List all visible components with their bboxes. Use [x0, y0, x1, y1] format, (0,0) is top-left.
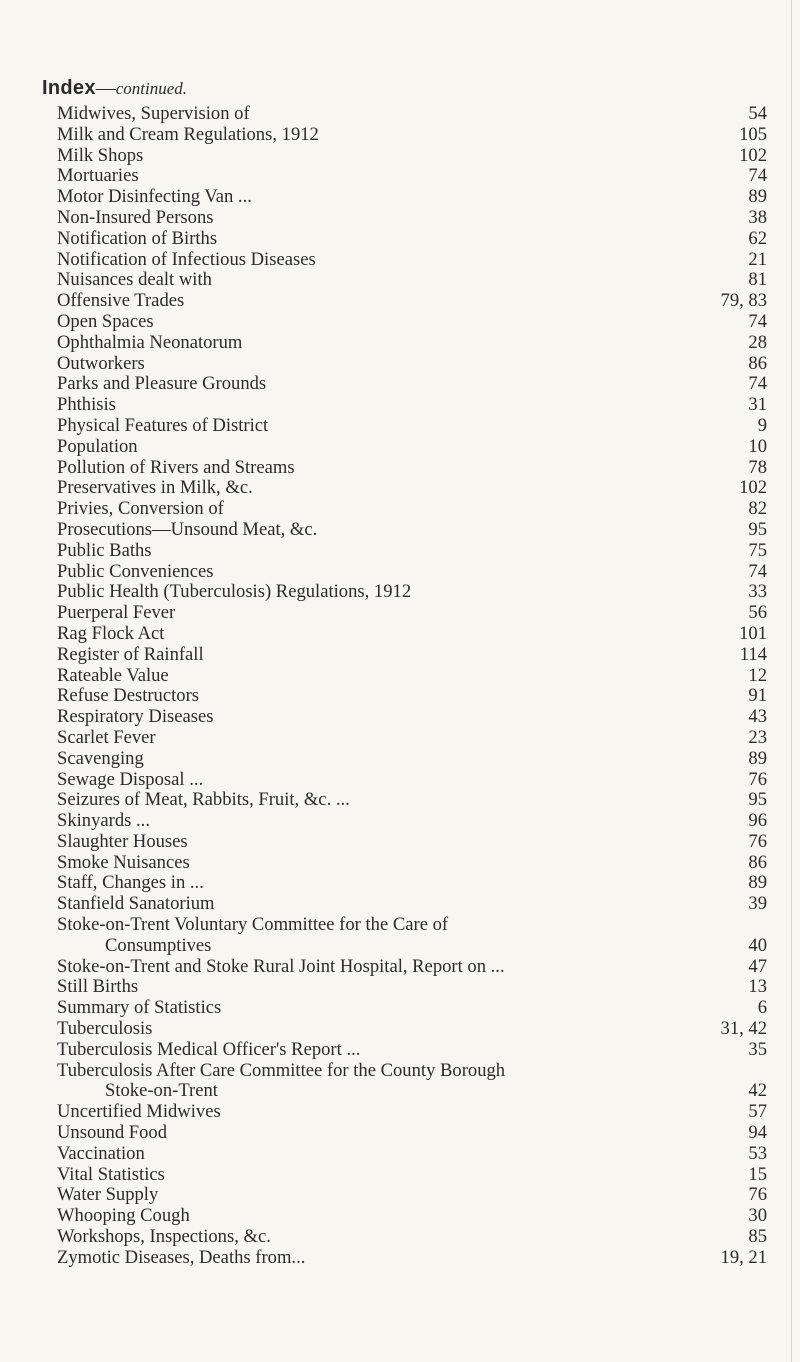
entry-label: Rag Flock Act — [57, 622, 165, 644]
page-header — [42, 76, 187, 101]
entry-page: 89 — [748, 872, 767, 894]
index-entry — [57, 666, 767, 687]
entry-label: Outworkers — [57, 352, 145, 374]
index-entry — [57, 1081, 767, 1102]
index-entry — [57, 1185, 767, 1206]
index-entry — [57, 146, 767, 167]
entry-page: 31, 42 — [720, 1018, 767, 1040]
entry-page: 39 — [748, 893, 767, 915]
index-entry — [57, 458, 767, 479]
entry-label: Midwives, Supervision of — [57, 103, 250, 124]
entry-label: Smoke Nuisances — [57, 851, 190, 873]
entry-label: Tuberculosis Medical Officer's Report ... — [57, 1038, 361, 1060]
entry-page: 91 — [748, 685, 767, 707]
entry-page: 10 — [748, 435, 767, 457]
entry-page: 94 — [748, 1122, 767, 1144]
entry-label: Water Supply — [57, 1184, 159, 1206]
entry-page: 53 — [748, 1142, 767, 1164]
entry-label: Notification of Births — [57, 227, 218, 249]
entry-page: 28 — [748, 331, 767, 353]
entry-label: Stoke-on-Trent — [105, 1080, 218, 1102]
index-entry — [57, 582, 767, 603]
entry-page: 62 — [748, 227, 767, 249]
header-continued: continued. — [115, 79, 188, 98]
index-entry — [57, 499, 767, 520]
entry-label: Stoke-on-Trent Voluntary Committee for the Care of — [57, 914, 449, 936]
entry-page: 81 — [748, 269, 767, 291]
entry-page: 43 — [748, 706, 767, 728]
entry-label: Register of Rainfall — [57, 643, 204, 665]
index-entry — [57, 562, 767, 583]
entry-label: Seizures of Meat, Rabbits, Fruit, &c. ... — [57, 789, 350, 811]
entry-page: 38 — [748, 206, 767, 228]
entry-page: 42 — [748, 1080, 767, 1102]
entry-label: Puerperal Fever — [57, 602, 176, 624]
entry-label: Stoke-on-Trent and Stoke Rural Joint Hospital, Report on ... — [57, 955, 505, 977]
index-entry — [57, 1040, 767, 1061]
index-entry — [57, 354, 767, 375]
index-entry — [57, 270, 767, 291]
entry-label: Workshops, Inspections, &c. — [57, 1226, 271, 1248]
index-entry — [57, 1144, 767, 1165]
entry-label: Nuisances dealt with — [57, 269, 212, 291]
index-entry — [57, 645, 767, 666]
entry-label: Open Spaces — [57, 310, 154, 332]
entry-page: 74 — [748, 373, 767, 395]
entry-page: 102 — [739, 477, 767, 499]
entry-label: Preservatives in Milk, &c. — [57, 477, 253, 499]
entry-page: 76 — [748, 830, 767, 852]
entry-page: 96 — [748, 810, 767, 832]
entry-label: Stanfield Sanatorium — [57, 893, 215, 915]
entry-page: 114 — [739, 643, 767, 665]
entry-label: Phthisis — [57, 394, 116, 416]
entry-page: 30 — [748, 1205, 767, 1227]
entry-label: Refuse Destructors — [57, 685, 199, 707]
entry-label: Milk Shops — [57, 144, 144, 166]
entry-page: 76 — [748, 768, 767, 790]
entry-page: 23 — [748, 726, 767, 748]
entry-page: 95 — [748, 518, 767, 540]
entry-page: 102 — [739, 144, 767, 166]
index-entry — [57, 624, 767, 645]
index-entry — [57, 395, 767, 416]
entry-page: 31 — [748, 394, 767, 416]
index-entry — [57, 707, 767, 728]
entry-label: Unsound Food — [57, 1122, 168, 1144]
entry-label: Tuberculosis — [57, 1018, 153, 1040]
index-entry — [57, 250, 767, 271]
entry-label: Notification of Infectious Diseases — [57, 248, 316, 270]
entry-label: Rateable Value — [57, 664, 169, 686]
index-entry — [57, 1206, 767, 1227]
index-entry — [57, 853, 767, 874]
entry-label: Ophthalmia Neonatorum — [57, 331, 243, 353]
entry-page: 74 — [748, 165, 767, 187]
index-entry — [57, 416, 767, 437]
index-entry — [57, 520, 767, 541]
entry-page: 74 — [748, 310, 767, 332]
entry-label: Pollution of Rivers and Streams — [57, 456, 295, 478]
index-entry — [57, 894, 767, 915]
entry-label: Offensive Trades — [57, 290, 185, 312]
entry-page: 33 — [748, 581, 767, 603]
entry-label: Parks and Pleasure Grounds — [57, 373, 267, 395]
index-entry — [57, 437, 767, 458]
entry-page: 86 — [748, 851, 767, 873]
index-entry — [57, 936, 767, 957]
entry-label: Non-Insured Persons — [57, 206, 214, 228]
entry-label: Whooping Cough — [57, 1205, 190, 1227]
index-entry — [57, 1102, 767, 1123]
entry-label: Milk and Cream Regulations, 1912 — [57, 123, 319, 145]
entry-label: Tuberculosis After Care Committee for the County Borough — [57, 1059, 506, 1081]
index-entry — [57, 1165, 767, 1186]
index-entry — [57, 166, 767, 187]
entry-page: 35 — [748, 1038, 767, 1060]
index-entry — [57, 915, 767, 936]
entry-page: 101 — [739, 622, 767, 644]
entry-label: Physical Features of District — [57, 414, 269, 436]
entry-page: 82 — [748, 498, 767, 520]
header-title: Index — [42, 77, 96, 99]
entry-page: 76 — [748, 1184, 767, 1206]
entry-page: 75 — [748, 539, 767, 561]
index-entry — [57, 957, 767, 978]
index-entry — [57, 728, 767, 749]
entry-label: Prosecutions—Unsound Meat, &c. — [57, 518, 318, 540]
entry-label: Consumptives — [105, 934, 212, 956]
index-entry — [57, 749, 767, 770]
entry-page: 56 — [748, 602, 767, 624]
entry-page: 89 — [748, 186, 767, 208]
index-entry — [57, 291, 767, 312]
entry-label: Population — [57, 435, 138, 457]
entry-page: 54 — [748, 103, 767, 124]
entry-label: Zymotic Diseases, Deaths from... — [57, 1246, 306, 1268]
entry-label: Scavenging — [57, 747, 144, 769]
index-entry — [57, 811, 767, 832]
index-entry — [57, 541, 767, 562]
index-entry — [57, 229, 767, 250]
entry-page: 105 — [739, 123, 767, 145]
entry-page: 12 — [748, 664, 767, 686]
index-entry — [57, 1227, 767, 1248]
entry-page: 57 — [748, 1101, 767, 1123]
index-entry — [57, 873, 767, 894]
entry-page: 89 — [748, 747, 767, 769]
index-entry — [57, 1248, 767, 1269]
index-entry — [57, 125, 767, 146]
index-entry — [57, 374, 767, 395]
entry-label: Scarlet Fever — [57, 726, 156, 748]
index-entry — [57, 478, 767, 499]
entry-label: Uncertified Midwives — [57, 1101, 221, 1123]
index-entry — [57, 832, 767, 853]
entry-page: 21 — [748, 248, 767, 270]
entry-label: Public Health (Tuberculosis) Regulations, 1912 — [57, 581, 412, 603]
entry-label: Vaccination — [57, 1142, 145, 1164]
index-entry — [57, 104, 767, 125]
index-entry — [57, 686, 767, 707]
entry-page: 74 — [748, 560, 767, 582]
index-entry — [57, 603, 767, 624]
index-entry — [57, 333, 767, 354]
entry-page: 78 — [748, 456, 767, 478]
index-entry — [57, 208, 767, 229]
entry-page: 13 — [748, 976, 767, 998]
entry-label: Mortuaries — [57, 165, 139, 187]
entry-label: Respiratory Diseases — [57, 706, 214, 728]
index-entry — [57, 977, 767, 998]
index-entry — [57, 770, 767, 791]
entry-label: Privies, Conversion of — [57, 498, 224, 520]
index-list — [57, 104, 767, 1269]
entry-label: Motor Disinfecting Van ... — [57, 186, 252, 208]
index-entry — [57, 998, 767, 1019]
entry-label: Public Baths — [57, 539, 152, 561]
entry-page: 79, 83 — [720, 290, 767, 312]
entry-label: Vital Statistics — [57, 1163, 165, 1185]
entry-page: 95 — [748, 789, 767, 811]
entry-label: Summary of Statistics — [57, 997, 222, 1019]
index-entry — [57, 790, 767, 811]
entry-label: Public Conveniences — [57, 560, 214, 582]
entry-page: 40 — [748, 934, 767, 956]
entry-page: 9 — [757, 414, 767, 436]
index-entry — [57, 187, 767, 208]
index-entry — [57, 312, 767, 333]
entry-page: 47 — [748, 955, 767, 977]
entry-page: 19, 21 — [720, 1246, 767, 1268]
entry-label: Skinyards ... — [57, 810, 150, 832]
entry-page: 85 — [748, 1226, 767, 1248]
entry-page: 86 — [748, 352, 767, 374]
entry-label: Still Births — [57, 976, 139, 998]
header-dash: — — [95, 77, 116, 99]
index-entry — [57, 1123, 767, 1144]
index-entry — [57, 1019, 767, 1040]
index-entry — [57, 1061, 767, 1082]
entry-page: 6 — [757, 997, 767, 1019]
entry-label: Sewage Disposal ... — [57, 768, 204, 790]
entry-label: Slaughter Houses — [57, 830, 188, 852]
page-edge-line — [791, 0, 792, 1362]
entry-label: Staff, Changes in ... — [57, 872, 204, 894]
entry-page: 15 — [748, 1163, 767, 1185]
